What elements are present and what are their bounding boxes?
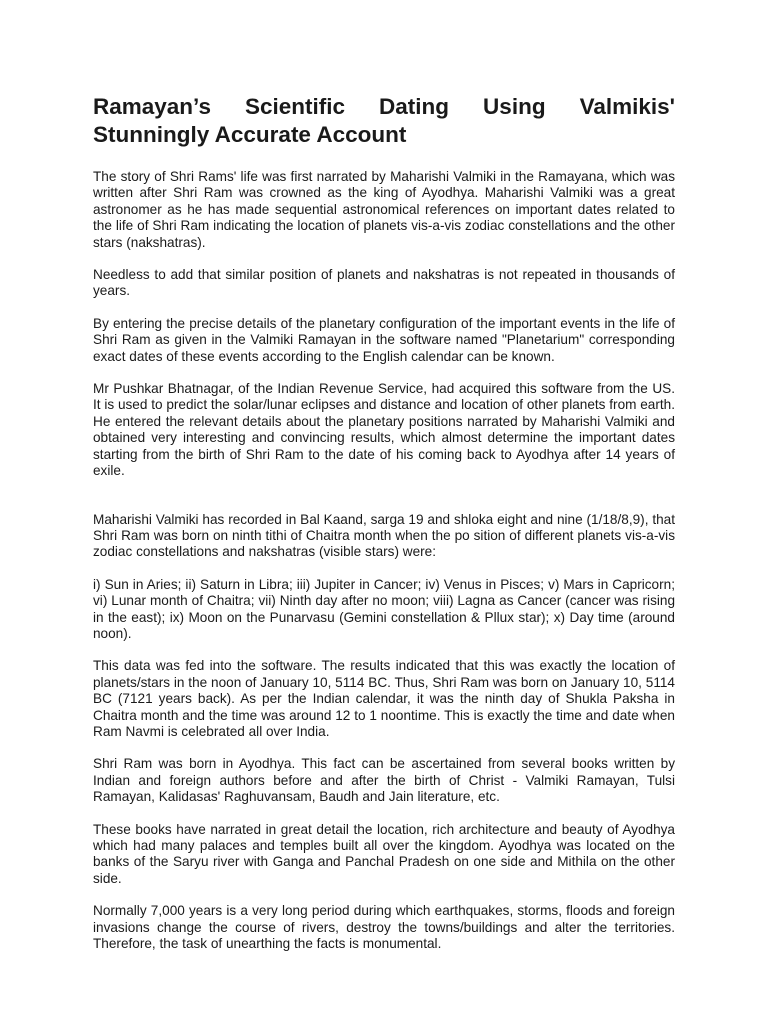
title-line-1: Ramayan’s Scientific Dating Using Valmikis'	[93, 94, 675, 119]
document-title	[93, 93, 675, 149]
paragraph-software-results: This data was fed into the software. The results indicated that this was exactly the location of planets/stars in the noon of January 10, 5114 BC. Thus, Shri Ram was born on January 10, 5114 BC (7121 years back). As per the Indian calendar, it was the ninth day of Shukla Paksha in Chaitra month and the time was around 12 to 1 noontime. This is exactly the time and date when Ram Navmi is celebrated all over India.	[93, 658, 675, 739]
paragraph-pushkar-bhatnagar: Mr Pushkar Bhatnagar, of the Indian Revenue Service, had acquired this software from the US. It is used to predict the solar/lunar eclipses and distance and location of other planets from earth. He entered the relevant details about the planetary positions narrated by Maharishi Valmiki and obtained very interesting and convincing results, which almost determine the important dates starting from the birth of Shri Ram to the date of his coming back to Ayodhya after 14 years of exile.	[93, 381, 675, 479]
paragraph-ayodhya-description: These books have narrated in great detail the location, rich architecture and beauty of Ayodhya which had many palaces and temples built all over the kingdom. Ayodhya was located on the banks of the Saryu river with Ganga and Panchal Pradesh on one side and Mithila on the other side.	[93, 821, 675, 886]
paragraph-planet-positions-list: i) Sun in Aries; ii) Saturn in Libra; iii) Jupiter in Cancer; iv) Venus in Pisces; v) Mars in Capricorn; vi) Lunar month of Chaitra; vii) Ninth day after no moon; viii) Lagna as Cancer (cancer was rising in the east); ix) Moon on the Punarvasu (Gemini constellation & Pllux star); x) Day time (around noon).	[93, 576, 675, 641]
paragraph-intro: The story of Shri Rams' life was first narrated by Maharishi Valmiki in the Ramayana, which was written after Shri Ram was crowned as the king of Ayodhya. Maharishi Valmiki was a great astronomer as he has made sequential astronomical references on important dates related to the life of Shri Ram indicating the location of planets vis-a-vis zodiac constellations and the other stars (nakshatras).	[93, 169, 675, 250]
paragraph-planets-not-repeated: Needless to add that similar position of planets and nakshatras is not repeated in thousands of years.	[93, 267, 675, 299]
title-line-2: Stunningly Accurate Account	[93, 122, 407, 147]
paragraph-born-in-ayodhya: Shri Ram was born in Ayodhya. This fact can be ascertained from several books written by Indian and foreign authors before and after the birth of Christ - Valmiki Ramayan, Tulsi Ramayan, Kalidasas' Raghuvansam, Baudh and Jain literature, etc.	[93, 756, 675, 805]
paragraph-planetarium-software: By entering the precise details of the planetary configuration of the important events in the life of Shri Ram as given in the Valmiki Ramayan in the software named "Planetarium" corresponding exact dates of these events according to the English calendar can be known.	[93, 315, 675, 364]
paragraph-seven-thousand-years: Normally 7,000 years is a very long period during which earthquakes, storms, floods and foreign invasions change the course of rivers, destroy the towns/buildings and alter the territories. Therefore, the task of unearthing the facts is monumental.	[93, 903, 675, 952]
document-page	[93, 93, 675, 968]
paragraph-bal-kaand: Maharishi Valmiki has recorded in Bal Kaand, sarga 19 and shloka eight and nine (1/18/8,9), that Shri Ram was born on ninth tithi of Chaitra month when the po sition of different planets vis-a-vis zodiac constellations and nakshatras (visible stars) were:	[93, 511, 675, 560]
